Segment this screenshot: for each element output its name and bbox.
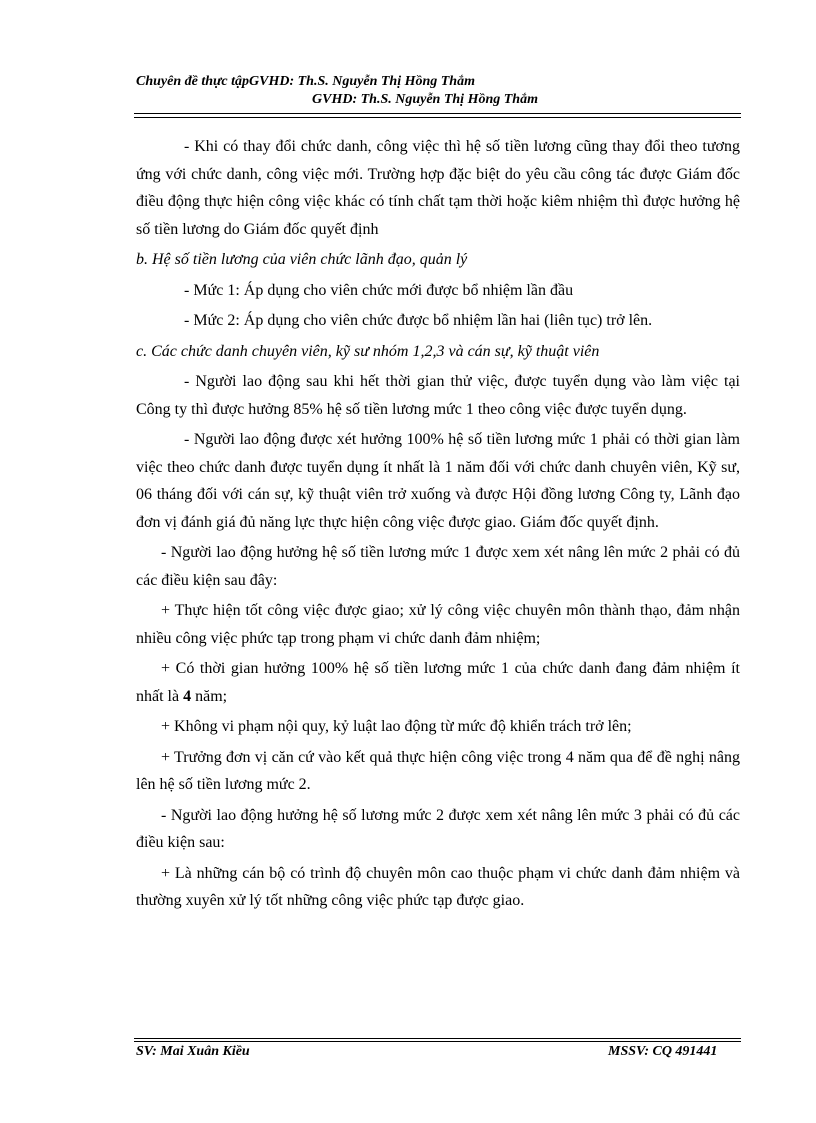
footer-student-id: MSSV: CQ 491441 [608, 1044, 718, 1059]
footer-rule-top [134, 1038, 741, 1039]
section-heading-b: b. Hệ số tiền lương của viên chức lãnh đạo, quản lý [136, 251, 468, 268]
condition-no-violation: + Không vi phạm nội quy, kỷ luật lao động từ mức độ khiển trách trở lên; [161, 718, 632, 735]
paragraph-level-1: - Mức 1: Áp dụng cho viên chức mới được bổ nhiệm lần đầu [184, 281, 574, 299]
header-line-2: GVHD: Th.S. Nguyễn Thị Hồng Thắm [312, 92, 538, 107]
footer-student-name: SV: Mai Xuân Kiều [136, 1044, 250, 1059]
condition-years-of-service [136, 655, 740, 710]
footer-rule-bottom [134, 1041, 741, 1042]
paragraph-probation: - Người lao động sau khi hết thời gian thử việc, được tuyển dụng vào làm việc tại Công ty thì được hưởng 85% hệ số tiền lương mức 1 theo công việc được tuyển dụng. [136, 373, 740, 418]
paragraph-title-change: - Khi có thay đổi chức danh, công việc thì hệ số tiền lương cũng thay đổi theo tương ứng với chức danh, công việc mới. Trường hợp đặc biệt do yêu cầu công tác được Giám đốc điều động thực hiện công việc khác có tính chất tạm thời hoặc kiêm nhiệm thì được hưởng hệ số tiền lương do Giám đốc quyết định [136, 138, 740, 238]
condition-years-text: + Có thời gian hưởng 100% hệ số tiền lương mức 1 của chức danh đang đảm nhiệm ít nhất là [136, 660, 740, 705]
condition-good-performance: + Thực hiện tốt công việc được giao; xử lý công việc chuyên môn thành thạo, đảm nhận nhiều công việc phức tạp trong phạm vi chức danh đảm nhiệm; [136, 602, 740, 647]
condition-unit-proposal: + Trưởng đơn vị căn cứ vào kết quả thực hiện công việc trong 4 năm qua để đề nghị nâng lên hệ số tiền lương mức 2. [136, 748, 740, 793]
header-rule-bottom [134, 117, 741, 118]
section-heading-c: c. Các chức danh chuyên viên, kỹ sư nhóm 1,2,3 và cán sự, kỹ thuật viên [136, 342, 600, 360]
paragraph-raise-to-level-3: - Người lao động hưởng hệ số lương mức 2 được xem xét nâng lên mức 3 phải có đủ các điều kiện sau: [136, 806, 740, 851]
header-rule-top [134, 113, 741, 114]
condition-years-unit: năm; [191, 687, 228, 705]
condition-expert-staff: + Là những cán bộ có trình độ chuyên môn cao thuộc phạm vi chức danh đảm nhiệm và thường xuyên xử lý tốt những công việc phức tạp được giao. [136, 864, 740, 909]
paragraph-level-2: - Mức 2: Áp dụng cho viên chức được bổ nhiệm lần hai (liên tục) trở lên. [184, 312, 653, 329]
condition-years-number: 4 [183, 687, 192, 705]
paragraph-full-rate: - Người lao động được xét hưởng 100% hệ số tiền lương mức 1 phải có thời gian làm việc theo chức danh được tuyển dụng ít nhất là 1 năm đối với chức danh chuyên viên, Kỹ sư, 06 tháng đối với cán sự, kỹ thuật viên trở xuống và được Hội đồng lương Công ty, Lãnh đạo đơn vị đánh giá đủ năng lực thực hiện công việc được giao. Giám đốc quyết định. [136, 431, 740, 531]
paragraph-raise-to-level-2: - Người lao động hưởng hệ số tiền lương mức 1 được xem xét nâng lên mức 2 phải có đủ các điều kiện sau đây: [136, 544, 740, 589]
header-line-1: Chuyên đề thực tậpGVHD: Th.S. Nguyễn Thị Hồng Thắm [136, 74, 475, 89]
document-body [136, 133, 740, 918]
